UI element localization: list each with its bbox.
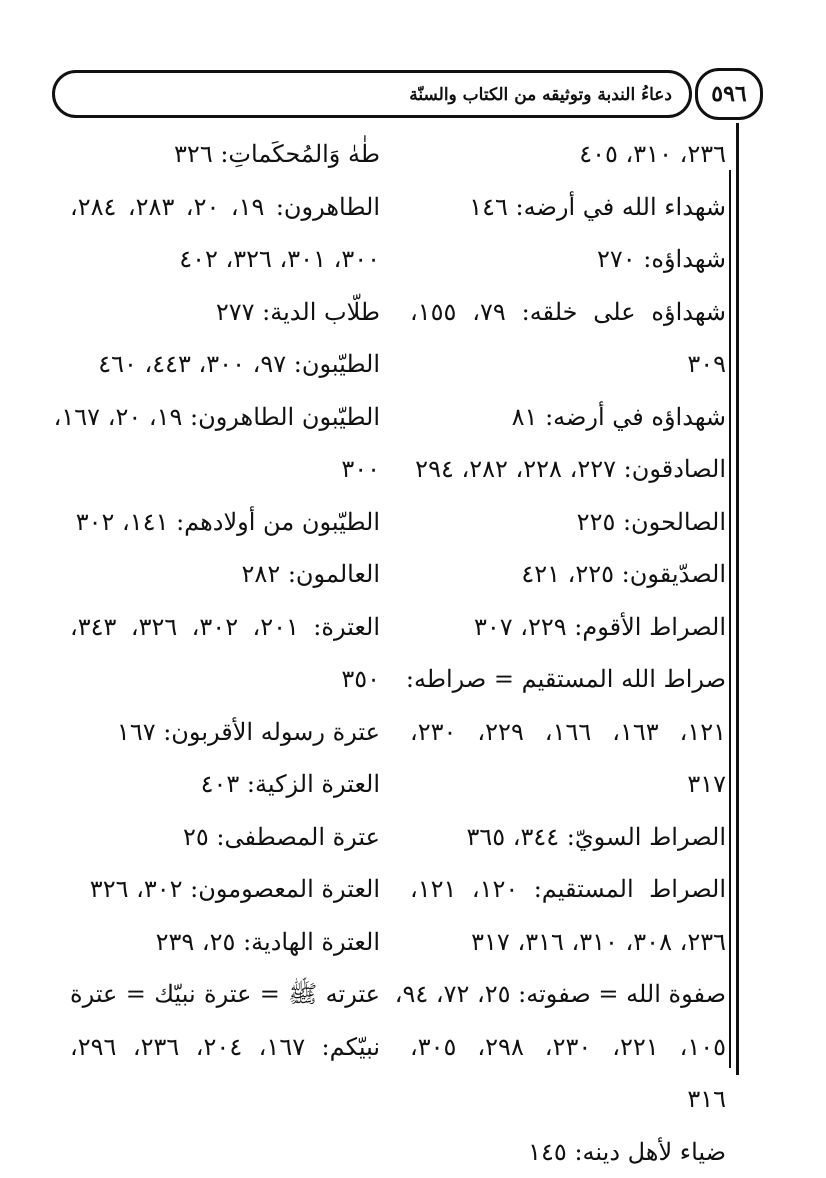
index-line: ١٠٥، ٢٢١، ٢٣٠، ٢٩٨، ٣٠٥، bbox=[410, 1021, 726, 1074]
column-rule-inner bbox=[729, 170, 731, 1068]
index-line: ٢٣٦، ٣١٠، ٤٠٥ bbox=[410, 128, 726, 181]
index-line: الطيّبون الطاهرون: ١٩، ٢٠، ١٦٧، bbox=[70, 391, 380, 444]
index-line: ٣١٦ bbox=[410, 1073, 726, 1126]
index-line: ٣٠٠، ٣٠١، ٣٢٦، ٤٠٢ bbox=[70, 233, 380, 286]
index-line: ٣٠٠ bbox=[70, 443, 380, 496]
index-line: عترة رسوله الأقربون: ١٦٧ bbox=[70, 706, 380, 759]
index-line: شهداؤه على خلقه: ٧٩، ١٥٥، bbox=[410, 286, 726, 339]
index-line: نبيّكم: ١٦٧، ٢٠٤، ٢٣٦، ٢٩٦، bbox=[70, 1021, 380, 1074]
index-line: الطيّبون من أولادهم: ١٤١، ٣٠٢ bbox=[70, 496, 380, 549]
index-column-left bbox=[70, 128, 380, 1073]
index-line: عترته ﷺ = عترة نبيّك = عترة bbox=[70, 968, 380, 1021]
index-line: الطيّبون: ٩٧، ٣٠٠، ٤٤٣، ٤٦٠ bbox=[70, 338, 380, 391]
index-line: العترة الزكية: ٤٠٣ bbox=[70, 758, 380, 811]
index-line: الصالحون: ٢٢٥ bbox=[410, 496, 726, 549]
index-line: صفوة الله = صفوته: ٢٥، ٧٢، ٩٤، bbox=[410, 968, 726, 1021]
index-line: الصادقون: ٢٢٧، ٢٢٨، ٢٨٢، ٢٩٤ bbox=[410, 443, 726, 496]
page-number: ٥٩٦ bbox=[695, 68, 763, 120]
index-line: الطاهرون: ١٩، ٢٠، ٢٨٣، ٢٨٤، bbox=[70, 181, 380, 234]
index-line: عترة المصطفى: ٢٥ bbox=[70, 811, 380, 864]
index-line: ٣١٧ bbox=[410, 758, 726, 811]
index-line: ٣٠٩ bbox=[410, 338, 726, 391]
index-line: العترة الهادية: ٢٥، ٢٣٩ bbox=[70, 916, 380, 969]
index-line: العترة المعصومون: ٣٠٢، ٣٢٦ bbox=[70, 863, 380, 916]
index-line: صراط الله المستقيم = صراطه: bbox=[410, 653, 726, 706]
index-line: ضياء لأهل دينه: ١٤٥ bbox=[410, 1126, 726, 1178]
index-line: الصراط السويّ: ٣٤٤، ٣٦٥ bbox=[410, 811, 726, 864]
index-column-right bbox=[410, 128, 726, 1178]
index-line: الصدّيقون: ٢٢٥، ٤٢١ bbox=[410, 548, 726, 601]
column-rule-outer bbox=[736, 123, 739, 1075]
index-line: الصراط المستقيم: ١٢٠، ١٢١، bbox=[410, 863, 726, 916]
index-line: طٰهٰ وَالمُحكَماتِ: ٣٢٦ bbox=[70, 128, 380, 181]
running-header-title: دعاءُ الندبة وتوثيقه من الكتاب والسنّة bbox=[66, 75, 686, 115]
index-line: شهداء الله في أرضه: ١٤٦ bbox=[410, 181, 726, 234]
index-line: العالمون: ٢٨٢ bbox=[70, 548, 380, 601]
index-line: ١٢١، ١٦٣، ١٦٦، ٢٢٩، ٢٣٠، bbox=[410, 706, 726, 759]
index-line: الصراط الأقوم: ٢٢٩، ٣٠٧ bbox=[410, 601, 726, 654]
index-line: طلّاب الدية: ٢٧٧ bbox=[70, 286, 380, 339]
index-line: ٢٣٦، ٣٠٨، ٣١٠، ٣١٦، ٣١٧ bbox=[410, 916, 726, 969]
index-line: شهداؤه في أرضه: ٨١ bbox=[410, 391, 726, 444]
index-line: شهداؤه: ٢٧٠ bbox=[410, 233, 726, 286]
index-line: ٣٥٠ bbox=[70, 653, 380, 706]
index-line: العترة: ٢٠١، ٣٠٢، ٣٢٦، ٣٤٣، bbox=[70, 601, 380, 654]
